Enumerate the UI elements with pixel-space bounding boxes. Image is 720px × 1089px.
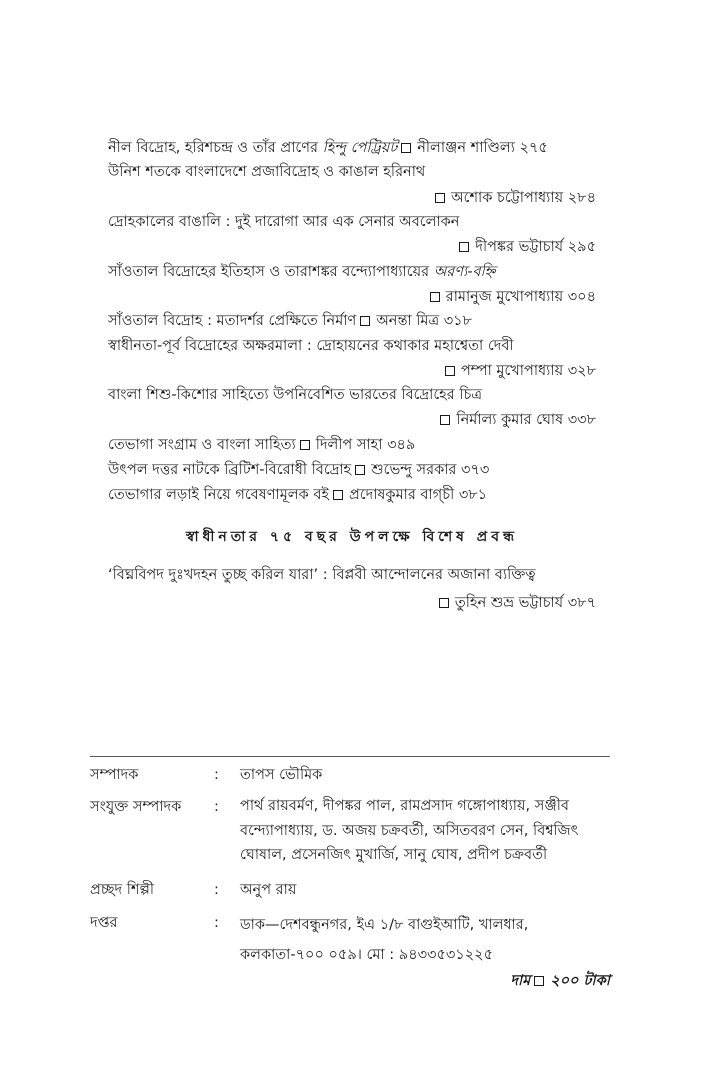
credit-label: প্রচ্ছদ শিল্পী [90, 882, 155, 898]
entry-title: দ্রোহকালের বাঙালি : দুই দারোগা আর এক সেনার অবলোকন [108, 214, 460, 230]
toc-entry-9 [108, 460, 596, 480]
divider [90, 756, 610, 757]
square-bullet-icon [401, 143, 411, 153]
credit-value: অনুপ রায় [240, 882, 297, 898]
square-bullet-icon [355, 465, 365, 475]
entry-author: রামানুজ মুখোপাধ্যায় [445, 289, 564, 305]
entry-author-line [108, 188, 596, 208]
toc-entry-5 [108, 311, 596, 331]
credit-joint-editors [0, 794, 720, 863]
toc-entry-1 [108, 138, 596, 158]
square-bullet-icon [440, 415, 450, 425]
entry-page: ৩৭৩ [461, 462, 490, 478]
entry-author: অশোক চট্টোপাধ্যায় [451, 190, 564, 206]
price [510, 970, 610, 994]
entry-title: উৎপল দত্তর নাটকে ব্রিটিশ-বিরোধী বিদ্রোহ [108, 462, 352, 478]
credit-value-line: পার্থ রায়বর্মণ, দীপঙ্কর পাল, রামপ্রসাদ গঙ্গোপাধ্যায়, সঞ্জীব [240, 798, 569, 814]
credit-value: তাপস ভৌমিক [240, 767, 323, 783]
price-label: দাম [510, 973, 531, 989]
colon: : [214, 882, 219, 898]
entry-title-line [108, 262, 596, 282]
entry-page: ৩৪৯ [387, 437, 416, 453]
entry-author: দীপঙ্কর ভট্টাচার্য [475, 239, 564, 255]
entry-author-line [108, 237, 596, 257]
square-bullet-icon [435, 193, 445, 203]
entry-author-line [108, 593, 596, 613]
entry-page: ২৮৪ [567, 190, 596, 206]
square-bullet-icon [333, 490, 343, 500]
colon: : [214, 915, 219, 931]
entry-title: সাঁওতাল বিদ্রোহ : মতাদর্শর প্রেক্ষিতে নির্মাণ [108, 313, 357, 329]
credit-label: দপ্তর [90, 915, 118, 931]
price-value: ২০০ টাকা [550, 973, 610, 989]
credit-value [240, 794, 612, 868]
entry-author: দিলীপ সাহা [315, 437, 383, 453]
entry-author: তুহিন শুভ্র ভট্টাচার্য [454, 595, 564, 611]
entry-title: নীল বিদ্রোহ, হরিশচন্দ্র ও তাঁর প্রাণের [108, 140, 323, 156]
entry-page: ৩০৪ [567, 289, 596, 305]
entry-title: উনিশ শতকে বাংলাদেশে প্রজাবিদ্রোহ ও কাঙাল হরিনাথ [108, 164, 426, 180]
square-bullet-icon [534, 976, 544, 986]
entry-page: ২৯৫ [567, 239, 596, 255]
credit-cover-artist [0, 877, 720, 903]
colon: : [214, 767, 219, 783]
entry-author: অনন্তা মিত্র [376, 313, 440, 329]
entry-page: ৩৮৭ [567, 595, 596, 611]
entry-page: ৩২৮ [567, 363, 596, 379]
toc-entry-10 [108, 485, 596, 505]
square-bullet-icon [459, 242, 469, 252]
credit-office [0, 910, 720, 963]
entry-title: তেভাগার লড়াই নিয়ে গবেষণামূলক বই [108, 487, 329, 503]
entry-author: নীলাঞ্জন শাণ্ডিল্য [417, 140, 515, 156]
entry-author-line [108, 410, 596, 430]
entry-author: পম্পা মুখোপাধ্যায় [460, 363, 564, 379]
square-bullet-icon [360, 316, 370, 326]
entry-author-line [108, 287, 596, 307]
credit-label: সংযুক্ত সম্পাদক [90, 799, 182, 815]
entry-author: শুভেন্দু সরকার [371, 462, 457, 478]
entry-author-line [108, 361, 596, 381]
entry-page: ৩৮১ [458, 487, 488, 503]
credit-label: সম্পাদক [90, 767, 139, 783]
entry-page: ৩৩৮ [567, 412, 596, 428]
entry-title: বাংলা শিশু-কিশোর সাহিত্যে উপনিবেশিত ভারতের বিদ্রোহের চিত্র [108, 387, 483, 403]
credit-value-line: ডাক—দেশবন্ধুনগর, ইএ ১/৮ বাগুইআটি, খালধার, [240, 917, 529, 933]
entry-page: ৩১৮ [443, 313, 472, 329]
credit-value [240, 910, 612, 970]
special-section-heading: স্বাধীনতার ৭৫ বছর উপলক্ষে বিশেষ প্রবন্ধ [185, 529, 519, 545]
entry-page: ২৭৫ [519, 140, 548, 156]
entry-title-italic: হিন্দু পেট্রিয়ট [322, 140, 398, 156]
entry-title: ‘বিঘ্নবিপদ দুঃখদহন তুচ্ছ করিল যারা’ : বিপ্লবী আন্দোলনের অজানা ব্যক্তিত্ব [108, 567, 536, 583]
colon: : [214, 799, 219, 815]
credit-value-line: ঘোষাল, প্রসেনজিৎ মুখার্জি, সানু ঘোষ, প্রদীপ চক্রবর্তী [240, 847, 548, 863]
square-bullet-icon [439, 598, 449, 608]
square-bullet-icon [430, 292, 440, 302]
toc-entry-8 [108, 435, 596, 455]
credit-editor [0, 762, 720, 788]
entry-title-italic: অরণ্য-বহ্নি [433, 264, 496, 280]
entry-title: সাঁওতাল বিদ্রোহের ইতিহাস ও তারাশঙ্কর বন্দ্যোপাধ্যায়ের [108, 264, 434, 280]
credit-value-line: কলকাতা-৭০০ ০৫৯। মো : ৯৪৩৩৫৩১২২৫ [240, 947, 493, 963]
square-bullet-icon [445, 366, 455, 376]
entry-author: নির্মাল্য কুমার ঘোষ [456, 412, 564, 428]
entry-author: প্রদোষকুমার বাগ্চী [348, 487, 455, 503]
square-bullet-icon [300, 440, 310, 450]
entry-title: স্বাধীনতা-পূর্ব বিদ্রোহের অক্ষরমালা : দ্রোহায়নের কথাকার মহাশ্বেতা দেবী [108, 338, 514, 354]
entry-title: তেভাগা সংগ্রাম ও বাংলা সাহিত্য [108, 437, 296, 453]
credit-value-line: বন্দ্যোপাধ্যায়, ড. অজয় চক্রবর্তী, অসিতবরণ সেন, বিশ্বজিৎ [240, 822, 579, 839]
